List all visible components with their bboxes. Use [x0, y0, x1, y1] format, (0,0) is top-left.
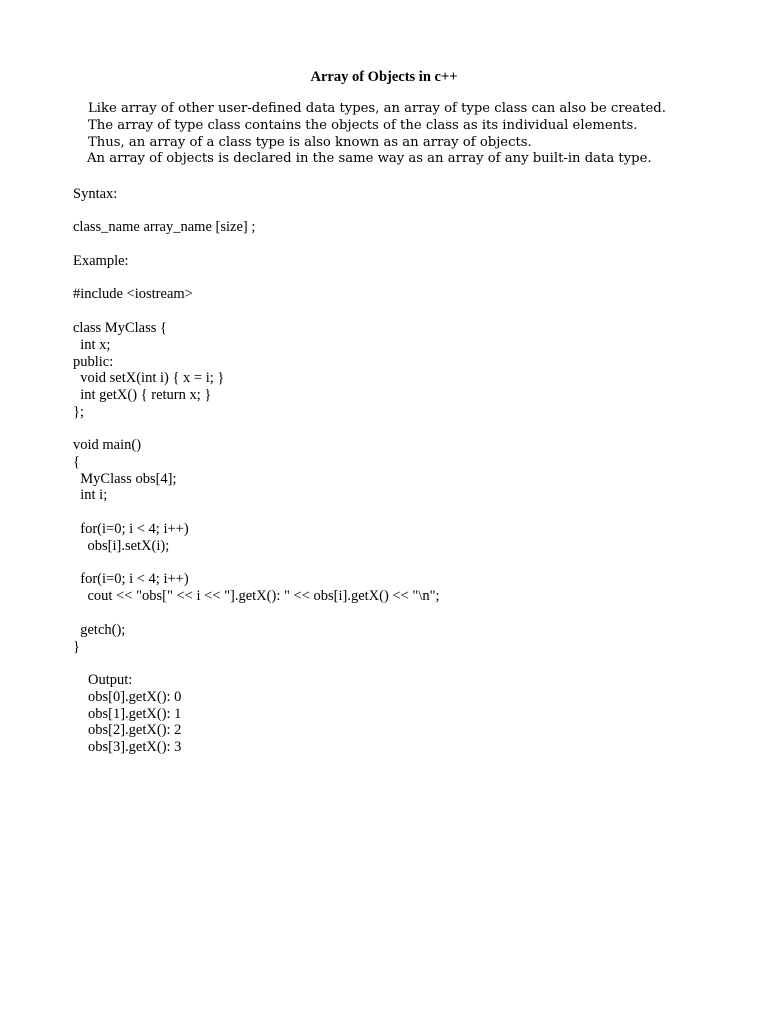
syntax-label: Syntax:: [73, 186, 118, 202]
code-line: cout << "obs[" << i << "].getX(): " << obs[i].getX() << "\n";: [73, 588, 440, 605]
intro-line: Like array of other user-defined data types, an array of type class can also be created.: [88, 101, 666, 116]
output-line: obs[2].getX(): 2: [88, 722, 182, 739]
include-line: #include <iostream>: [73, 286, 193, 302]
main-code-block: [73, 437, 713, 655]
output-line: obs[0].getX(): 0: [88, 688, 182, 705]
code-line: for(i=0; i < 4; i++): [73, 520, 189, 537]
syntax-line: class_name array_name [size] ;: [73, 219, 256, 235]
example-heading-block: [73, 253, 713, 270]
code-line: public:: [73, 353, 114, 370]
page-title: Array of Objects in c++: [310, 69, 458, 85]
example-label: Example:: [73, 253, 129, 269]
code-line: void setX(int i) { x = i; }: [73, 370, 225, 387]
code-line: [73, 555, 713, 572]
output-line: obs[3].getX(): 3: [88, 739, 182, 756]
output-block: [88, 672, 181, 756]
syntax-code-block: [73, 219, 713, 236]
intro-line: Thus, an array of a class type is also known as an array of objects.: [88, 134, 532, 150]
code-line: class MyClass {: [73, 320, 167, 336]
syntax-heading-block: [73, 186, 713, 203]
class-code-block: [73, 320, 713, 421]
code-line: MyClass obs[4];: [73, 470, 177, 487]
intro-line: The array of type class contains the objects of the class as its individual elements.: [88, 117, 638, 133]
code-line: }: [73, 638, 80, 655]
code-line: int i;: [73, 487, 108, 504]
code-line: {: [73, 453, 80, 470]
code-line: void main(): [73, 437, 142, 453]
code-line: obs[i].setX(i);: [73, 537, 170, 554]
code-line: int x;: [73, 336, 111, 353]
code-line: };: [73, 403, 84, 420]
output-line: obs[1].getX(): 1: [88, 705, 182, 722]
code-line: for(i=0; i < 4; i++): [73, 571, 189, 588]
code-line: int getX() { return x; }: [73, 387, 212, 404]
intro-line: An array of objects is declared in the same way as an array of any built-in data type.: [87, 151, 652, 167]
code-line: [73, 504, 713, 521]
code-line: getch();: [73, 621, 126, 638]
output-label: Output:: [88, 672, 133, 688]
include-code-block: [73, 286, 713, 303]
intro-paragraph: [88, 101, 708, 168]
code-line: [73, 605, 713, 622]
